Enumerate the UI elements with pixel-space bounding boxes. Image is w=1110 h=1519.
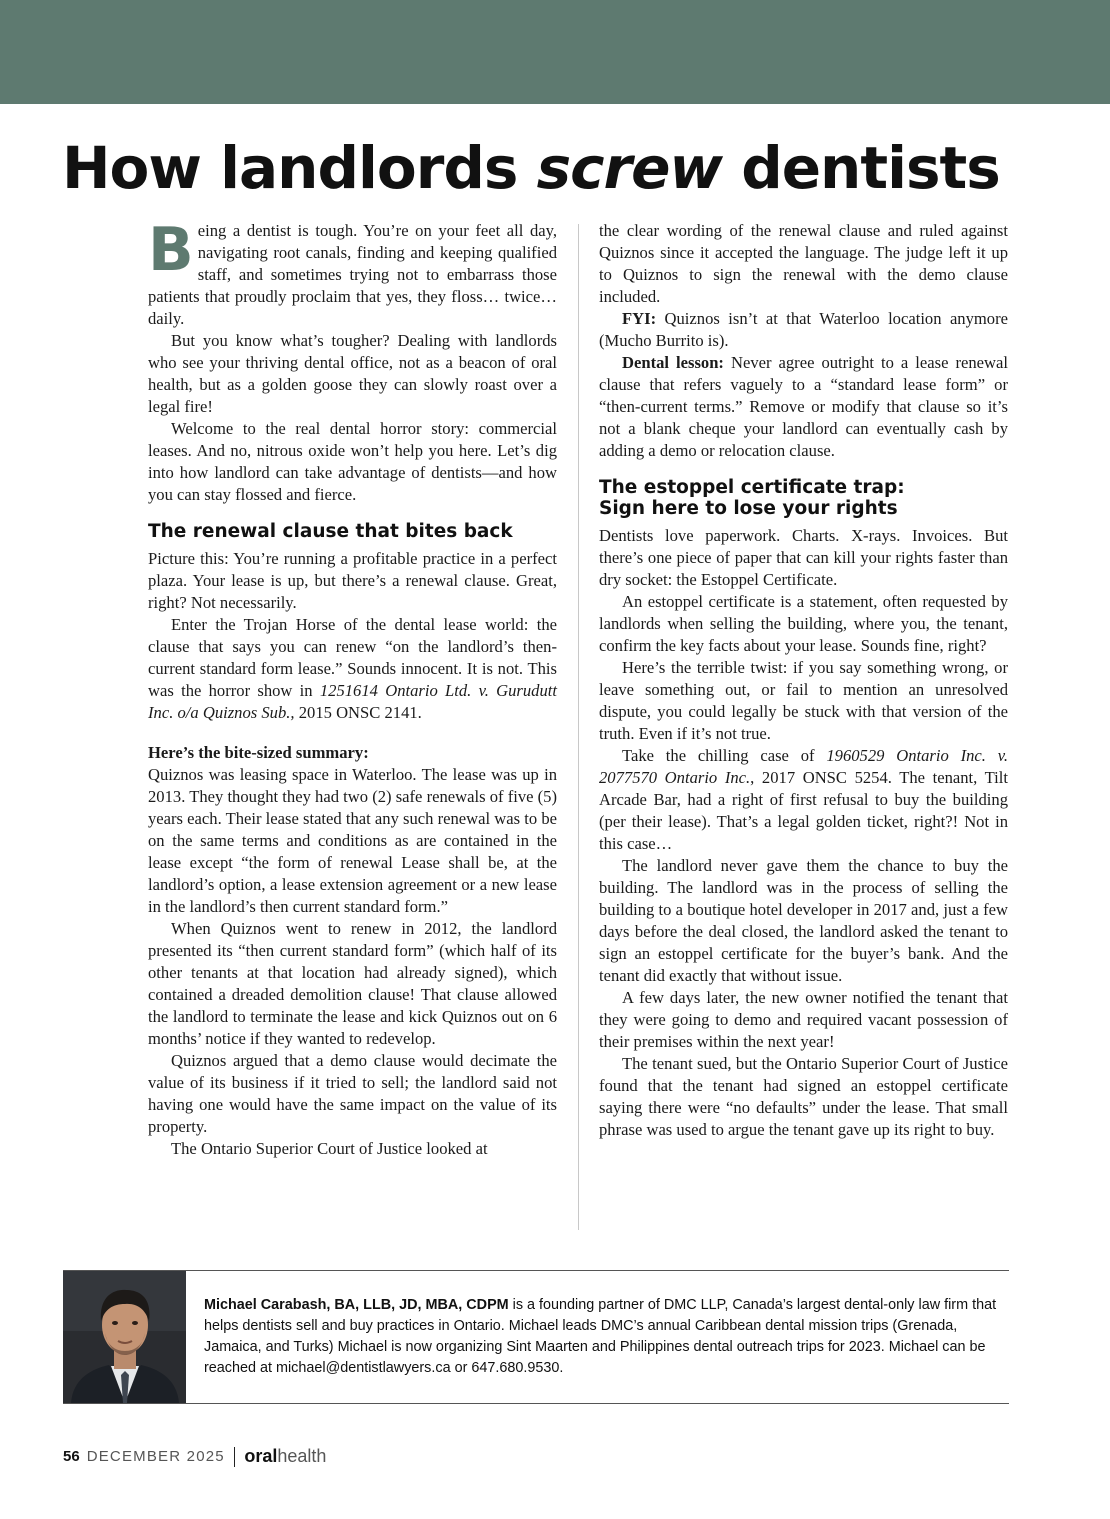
column-divider: [578, 224, 579, 1230]
body-paragraph: When Quiznos went to renew in 2012, the landlord presented its “then current standard form” (which half of its other tenants at that location had already signed), which contained a dreaded demolition clause! That clause allowed the landlord to terminate the lease and kick Quiznos out on 6 months’ notice if they wanted to redevelop.: [148, 919, 557, 1048]
header-band: [0, 0, 1110, 104]
body-paragraph: Quiznos was leasing space in Waterloo. The lease was up in 2013. They thought they had two (2) safe renewals of five (5) years each. Their lease stated that any such renewal was to be on the same terms and conditions as are contained in the lease except “the form of renewal Lease shall be, at the landlord’s option, a lease extension agreement or a new lease in the landlord’s then current standard form.”: [148, 765, 557, 916]
brand-health: health: [277, 1446, 327, 1466]
left-column: [148, 215, 557, 1160]
lesson-label: Dental lesson:: [622, 353, 724, 372]
intro-paragraph: Being a dentist is tough. You’re on your feet all day, navigating root canals, finding and keeping qualified staff, and sometimes trying not to embarrass those patients that proudly proclaim that yes, they floss… twice… daily.: [148, 215, 557, 328]
body-paragraph: Here’s the terrible twist: if you say something wrong, or leave something out, or fail to mention an unresolved dispute, you could legally be stuck with that version of the truth. Even if it’s not true.: [599, 658, 1008, 743]
author-photo: [63, 1271, 186, 1403]
fyi-label: FYI:: [622, 309, 657, 328]
author-bio: [63, 1270, 1009, 1404]
title-part-2: dentists: [722, 134, 1000, 202]
case-citation: 1251614 Ontario Ltd. v. Gurudutt Inc. o/a Quiznos Sub.,: [148, 681, 557, 722]
right-column: [599, 220, 1008, 1141]
issue-date: DECEMBER 2025: [86, 1448, 225, 1465]
article-title: [62, 134, 1000, 204]
body-paragraph: Enter the Trojan Horse of the dental lease world: the clause that says you can renew “on the landlord’s then-current standard form lease.” Sounds innocent. It is not. This was the horror show in 1251614 Ontario Ltd. v. Gurudutt Inc. o/a Quiznos Sub., 2015 ONSC 2141.: [148, 615, 557, 722]
body-paragraph: But you know what’s tougher? Dealing with landlords who see your thriving dental office, not as a beacon of oral health, but as a golden goose they can slowly roast over a legal fire!: [148, 331, 557, 416]
body-paragraph: An estoppel certificate is a statement, often requested by landlords when selling the building, where you, the tenant, confirm the key facts about your lease. Sounds fine, right?: [599, 592, 1008, 655]
body-paragraph: The Ontario Superior Court of Justice looked at: [171, 1139, 488, 1158]
title-part-1: How landlords: [62, 134, 537, 202]
body-paragraph: Picture this: You’re running a profitable practice in a perfect plaza. Your lease is up, but there’s a renewal clause. Great, right? Not necessarily.: [148, 549, 557, 612]
bio-text: Michael Carabash, BA, LLB, JD, MBA, CDPM is a founding partner of DMC LLP, Canada’s largest dental-only law firm that helps dentists sell and buy practices in Ontario. Michael leads DMC’s annual Caribbean dental mission trips (Grenada, Jamaica, and Turks) Michael is now organizing Sint Maarten and Philippines dental outreach trips for 2023. Michael can be reached at michael@dentistlawyers.ca or 647.680.9530.: [204, 1297, 997, 1376]
body-paragraph: Take the chilling case of 1960529 Ontario Inc. v. 2077570 Ontario Inc., 2017 ONSC 5254. The tenant, Tilt Arcade Bar, had a right of first refusal to buy the building (per their lease). That’s a legal golden ticket, right?! Not in this case…: [599, 746, 1008, 853]
brand-oral: oral: [244, 1446, 278, 1466]
subheading-summary: Here’s the bite-sized summary:: [148, 743, 369, 762]
author-name: Michael Carabash, BA, LLB, JD, MBA, CDPM: [204, 1297, 509, 1313]
body-paragraph: Welcome to the real dental horror story: commercial leases. And no, nitrous oxide won’t help you here. Let’s dig into how landlord can take advantage of dentists—and how you can stay flossed and fierce.: [148, 419, 557, 504]
section-heading-renewal: The renewal clause that bites back: [148, 521, 513, 542]
body-paragraph: The tenant sued, but the Ontario Superior Court of Justice found that the tenant had signed an estoppel certificate saying there were “no defaults” under the lease. That small phrase was used to argue the tenant gave up its right to buy.: [599, 1054, 1008, 1139]
drop-cap: B: [148, 215, 194, 285]
footer-divider: [234, 1447, 236, 1467]
fyi-paragraph: FYI: Quiznos isn’t at that Waterloo location anymore (Mucho Burrito is).: [599, 309, 1008, 350]
title-emphasis: screw: [536, 134, 722, 202]
body-paragraph: The landlord never gave them the chance to buy the building. The landlord was in the process of selling the building to a boutique hotel developer in 2017 and, just a few days before the deal closed, the landlord asked the tenant to sign an estoppel certificate for the buyer’s bank. And the tenant did exactly that without issue.: [599, 856, 1008, 985]
body-paragraph: Dentists love paperwork. Charts. X-rays. Invoices. But there’s one piece of paper that can kill your rights faster than dry socket: the Estoppel Certificate.: [599, 526, 1008, 589]
page-number: 56: [63, 1448, 80, 1465]
page-footer: [63, 1446, 326, 1467]
case-citation: 1960529 Ontario Inc. v. 2077570 Ontario Inc.: [599, 746, 1008, 787]
body-paragraph: Quiznos argued that a demo clause would decimate the value of its business if it tried to sell; the landlord said not having one would have the same impact on the value of its property.: [148, 1051, 557, 1136]
body-paragraph: A few days later, the new owner notified the tenant that they were going to demo and required vacant possession of their premises within the next year!: [599, 988, 1008, 1051]
author-portrait-icon: [63, 1271, 186, 1403]
lesson-paragraph: Dental lesson: Never agree outright to a lease renewal clause that refers vaguely to a “standard lease form” or “then-current terms.” Remove or modify that clause so it’s not a blank cheque your landlord can eventually cash by adding a demo or relocation clause.: [599, 353, 1008, 460]
section-heading-estoppel: The estoppel certificate trap: Sign here to lose your rights: [599, 477, 905, 519]
body-paragraph: the clear wording of the renewal clause and ruled against Quiznos since it accepted the language. The judge left it up to Quiznos to sign the renewal with the demo clause included.: [599, 221, 1008, 306]
